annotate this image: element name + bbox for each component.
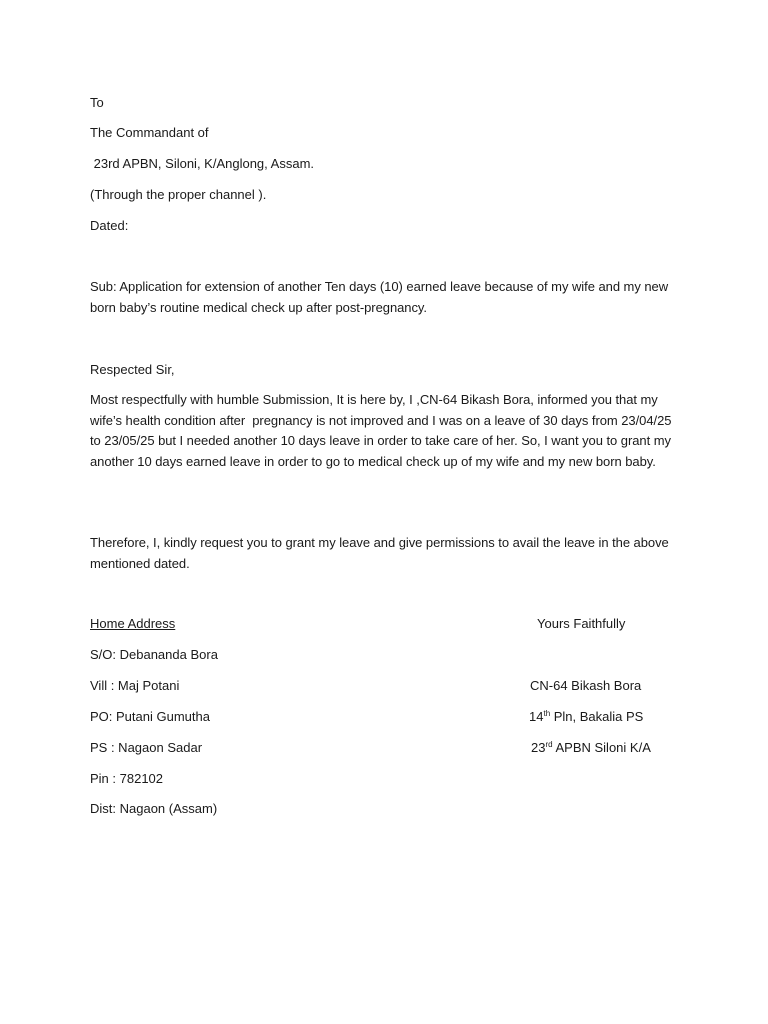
- signatory-platoon: [529, 707, 643, 727]
- recipient-channel: (Through the proper channel ).: [90, 187, 267, 202]
- signatory-battalion: [531, 738, 651, 758]
- address-pin: Pin : 782102: [90, 771, 164, 786]
- address-so: S/O: Debananda Bora: [90, 647, 218, 662]
- platoon-ordinal: th: [543, 709, 551, 718]
- body-paragraph-2: Therefore, I, kindly request you to grant my leave and give permissions to avail the leave in the above mentioned dated.: [90, 535, 669, 571]
- closing-yours-faithfully: Yours Faithfully: [537, 616, 626, 631]
- platoon-number: 14: [529, 709, 544, 724]
- dated-line: Dated:: [90, 218, 129, 233]
- battalion-number: 23: [531, 740, 546, 755]
- signatory-name: CN-64 Bikash Bora: [530, 678, 642, 693]
- recipient-unit: 23rd APBN, Siloni, K/Anglong, Assam.: [90, 156, 315, 171]
- battalion-detail: APBN Siloni K/A: [552, 740, 651, 755]
- address-vill: Vill : Maj Potani: [90, 678, 180, 693]
- address-ps: PS : Nagaon Sadar: [90, 740, 203, 755]
- recipient-title: The Commandant of: [90, 125, 209, 140]
- to-line: To: [90, 95, 104, 110]
- salutation: Respected Sir,: [90, 362, 175, 377]
- address-dist: Dist: Nagaon (Assam): [90, 801, 218, 816]
- home-address-heading: Home Address: [90, 616, 176, 631]
- address-po: PO: Putani Gumutha: [90, 709, 210, 724]
- subject-line: Sub: Application for extension of another Ten days (10) earned leave because of my wife and my new born baby’s routine medical check up after post-pregnancy.: [90, 279, 669, 315]
- body-paragraph-1: Most respectfully with humble Submission, It is here by, I ,CN-64 Bikash Bora, informed you that my wife’s health condition after pregnancy is not improved and I was on a leave of 30 days from 23/04/25 to 23/05/25 but I needed another 10 days leave in order to take care of her. So, I want you to grant my another 10 days earned leave in order to go to medical check up of my wife and my new born baby.: [90, 392, 676, 469]
- platoon-detail: Pln, Bakalia PS: [550, 709, 644, 724]
- battalion-ordinal: rd: [545, 740, 553, 749]
